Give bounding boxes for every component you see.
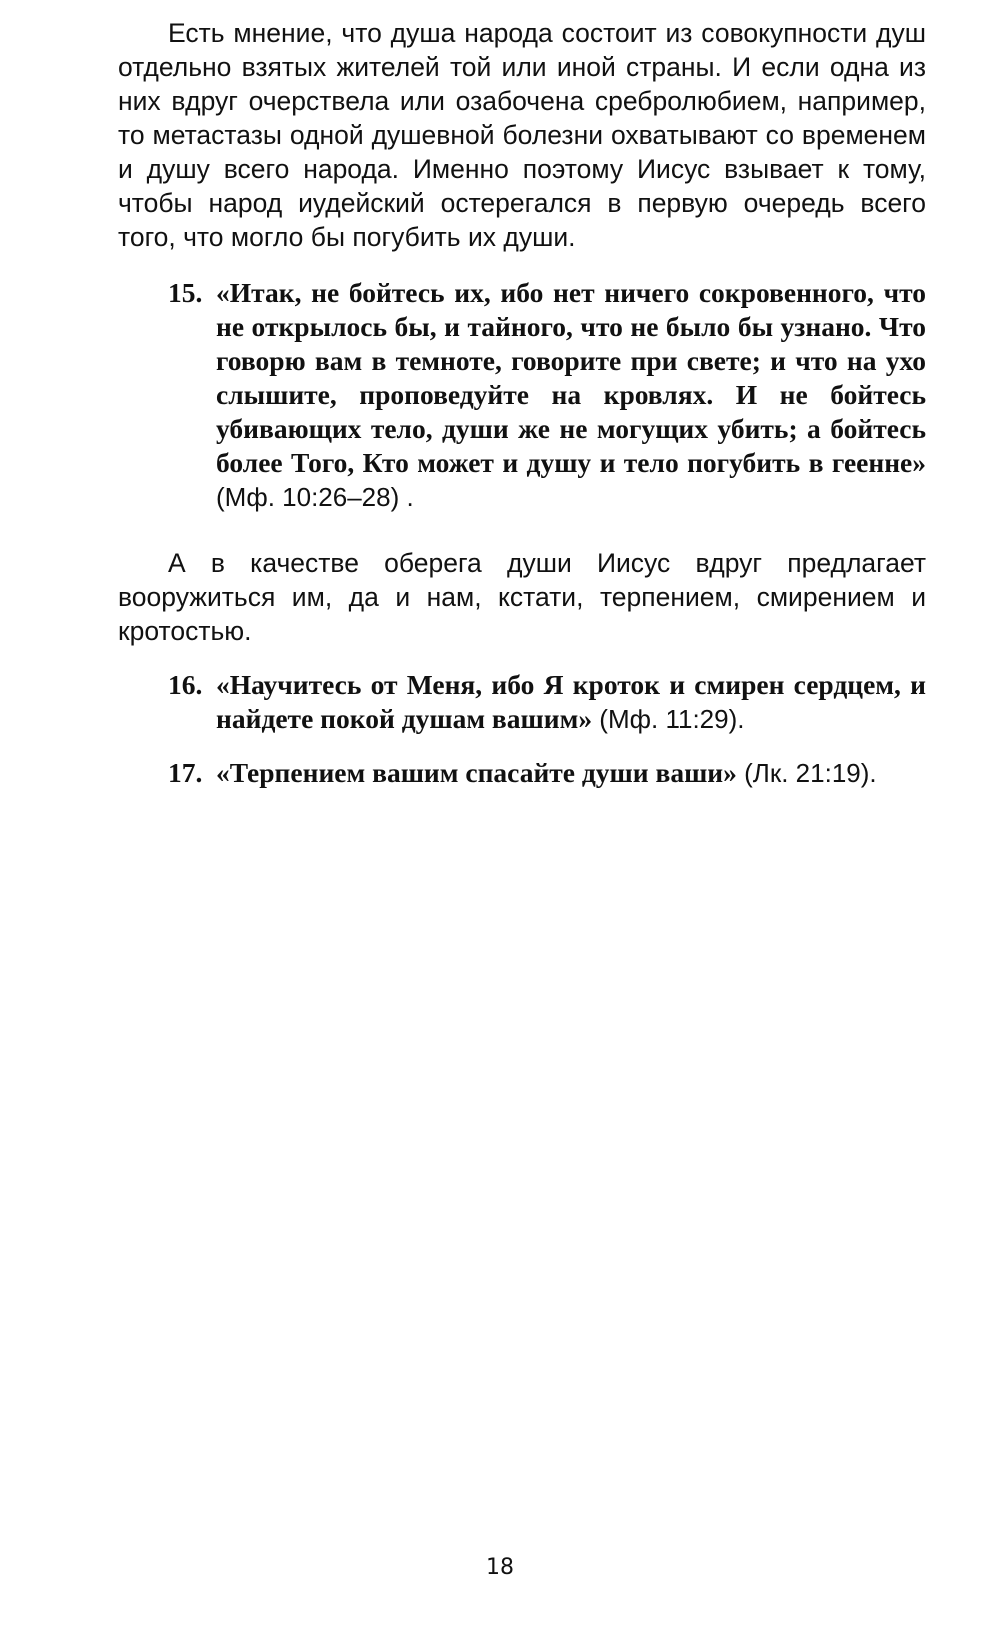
quote-number: 17. — [168, 757, 203, 788]
quote-17 — [118, 756, 926, 790]
quote-text: «Научитесь от Меня, ибо Я кроток и смирен сердцем, и найдете покой душам вашим» — [216, 669, 926, 734]
paragraph-amulet: А в качестве оберега души Иисус вдруг предлагает вооружиться им, да и нам, кстати, терпением, смирением и кротостью. — [118, 548, 926, 646]
quote-text: «Терпением вашим спасайте души ваши» — [216, 757, 737, 788]
paragraph-intro: Есть мнение, что душа народа состоит из совокупности душ отдельно взятых жителей той или иной страны. И если одна из них вдруг очерствела или озабочена сребролюбием, например, то метастазы одной душевной болезни охватывают со временем и душу всего народа. Именно поэтому Иисус взывает к тому, чтобы народ иудейский остерегался в первую очередь всего того, что могло бы погубить их души. — [118, 18, 926, 252]
quote-15 — [118, 276, 926, 514]
page-content — [118, 16, 926, 790]
quote-text: «Итак, не бойтесь их, ибо нет ничего сокровенного, что не открылось бы, и тайного, что не было бы узнано. Что говорю вам в темноте, говорите при свете; и что на ухо слышите, проповедуйте на кровлях. И не бойтесь убивающих тело, души же не могущих убить; а бойтесь более Того, Кто может и душу и тело погубить в геенне» — [216, 277, 926, 478]
quote-number: 16. — [168, 669, 203, 700]
quote-16 — [118, 668, 926, 736]
quote-number: 15. — [168, 277, 203, 308]
quote-reference: (Мф. 11:29). — [592, 704, 745, 734]
quote-reference: (Мф. 10:26–28) . — [216, 482, 414, 512]
page-number: 18 — [486, 1555, 514, 1580]
quote-reference: (Лк. 21:19). — [736, 758, 877, 788]
